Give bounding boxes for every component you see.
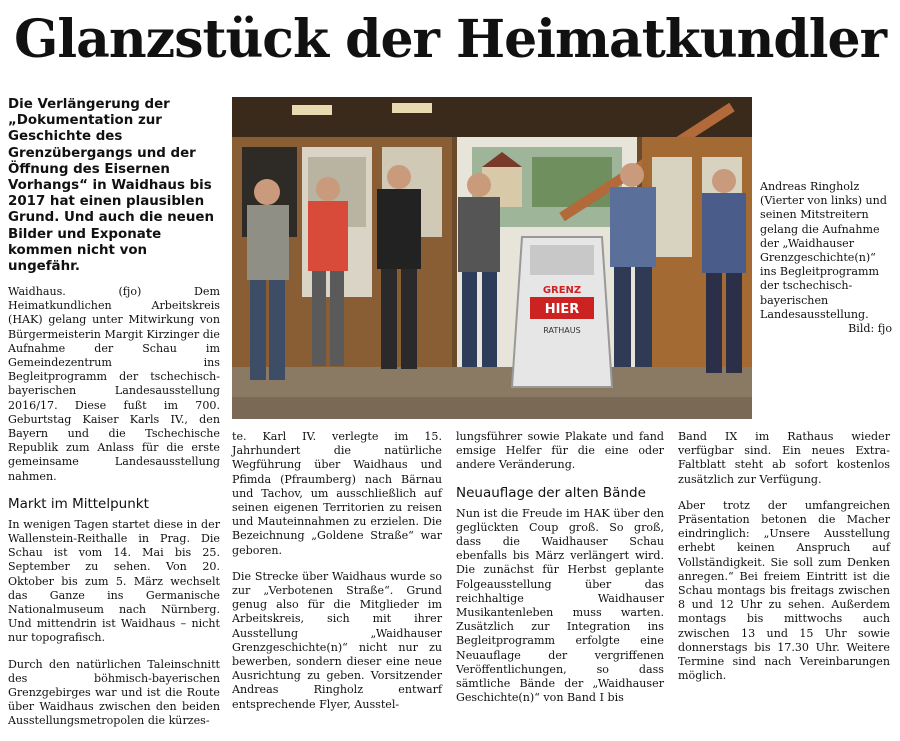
paragraph: Durch den natürlichen Taleinschnitt des böhmisch-bayerischen Grenzgebirges war und ist die Route über Waidhaus zwischen den beiden Ausstellungsmetropolen die kürzes- [8, 657, 220, 728]
column-4 [678, 430, 890, 695]
paragraph: Aber trotz der umfangreichen Präsentation betonen die Macher eindringlich: „Unsere Ausstellung erhebt keinen Anspruch auf Vollständigkeit. Sie soll zum Denken anregen.“ Bei freiem Eintritt ist die Schau montags bis freitags zwischen 8 und 12 Uhr zu sehen. Außerdem montags bis mittwochs auch zwischen 13 und 15 Uhr sowie donnerstags bis 17.30 Uhr. Weitere Termine sind nach Vereinbarungen möglich. [678, 498, 890, 683]
paragraph: te. Karl IV. verlegte im 15. Jahrhundert die natürliche Wegführung über Waidhaus und Pfimda (Pfraumberg) nach Bärnau und Tachov, um ausschließlich auf seinen eigenen Territorien zu reisen und Mauteinnahmen zu erzielen. Die Bezeichnung „Goldene Straße“ war geboren. [232, 430, 442, 557]
sign-text-hier: HIER [544, 302, 580, 317]
subhead-neuauflage: Neuauflage der alten Bände [456, 484, 646, 501]
paragraph: lungsführer sowie Plakate und fand emsige Helfer für die eine oder andere Veränderung. [456, 430, 664, 472]
column-1 [8, 285, 220, 741]
subhead-markt: Markt im Mittelpunkt [8, 495, 149, 512]
article-photo [232, 97, 752, 419]
paragraph: Nun ist die Freude im HAK über den geglückten Coup groß. So groß, dass die Waidhauser Schau ebenfalls bis März verlängert wird. Die zunächst für Herbst geplante Folgeausstellung über das reichhaltige Waidhauser Musikantenleben muss warten. Zusätzlich zur Integration ins Begleitprogramm erfolgte eine Neuauflage der vergriffenen Veröffentlichungen, so dass sämtliche Bände der „Waidhauser Geschichte(n)“ von Band I bis [456, 506, 664, 705]
sign-text-rathaus: RATHAUS [543, 326, 581, 335]
column-3 [456, 430, 664, 717]
sign-stand [512, 237, 612, 387]
caption-text: Andreas Ringholz (Vierter von links) und seinen Mitstreitern gelang die Aufnahme der „Waidhauser Grenzgeschichte(n)“ ins Begleitprogramm der tschechisch-bayerischen Landesausstellung. [760, 180, 887, 321]
photo-credit: Bild: fjo [848, 322, 892, 336]
column-2 [232, 430, 442, 724]
paragraph: In wenigen Tagen startet diese in der Wallenstein-Reithalle in Prag. Die Schau ist vom 14. Mai bis 25. September zu sehen. Von 20. Oktober bis zum 5. März wechselt das Ganze ins Germanische Nationalmuseum nach Nürnberg. Und mittendrin ist Waidhaus – nicht nur topografisch. [8, 517, 220, 645]
sign-text-grenz: GRENZ [542, 285, 582, 296]
photo-caption [760, 180, 892, 336]
lead-paragraph: Die Verlängerung der „Dokumentation zur Geschichte des Grenzübergangs und der Öffnung des Eisernen Vorhangs“ in Waidhaus bis 2017 hat einen plausiblen Grund. Und auch die neuen Bilder und Exponate kommen nicht von ungefähr. [8, 97, 215, 275]
intro-paragraph: Waidhaus. (fjo) Dem Heimatkundlichen Arbeitskreis (HAK) gelang unter Mitwirkung von Bürgermeisterin Margit Kirzinger die Aufnahme der Schau im Gemeindezentrum ins Begleitprogramm der tschechisch-bayerischen Landesausstellung 2016/17. Diese fußt im 700. Geburtstag Kaiser Karls IV., den Bayern und die Tschechische Republik zum Anlass für die erste gemeinsame Landesausstellung nahmen. [8, 285, 220, 483]
paragraph: Die Strecke über Waidhaus wurde so zur „Verbotenen Straße“. Grund genug also für die Mitglieder im Arbeitskreis, sich mit ihrer Ausstellung „Waidhauser Grenzgeschichte(n)“ nicht nur zu bewerben, sondern dieser eine neue Ausrichtung zu geben. Vorsitzender Andreas Ringholz entwarf entsprechende Flyer, Ausstel- [232, 569, 442, 711]
paragraph: Band IX im Rathaus wieder verfügbar sind. Ein neues Extra-Faltblatt steht ab sofort kostenlos zusätzlich zur Verfügung. [678, 430, 890, 486]
headline: Glanzstück der Heimatkundler [14, 9, 886, 70]
